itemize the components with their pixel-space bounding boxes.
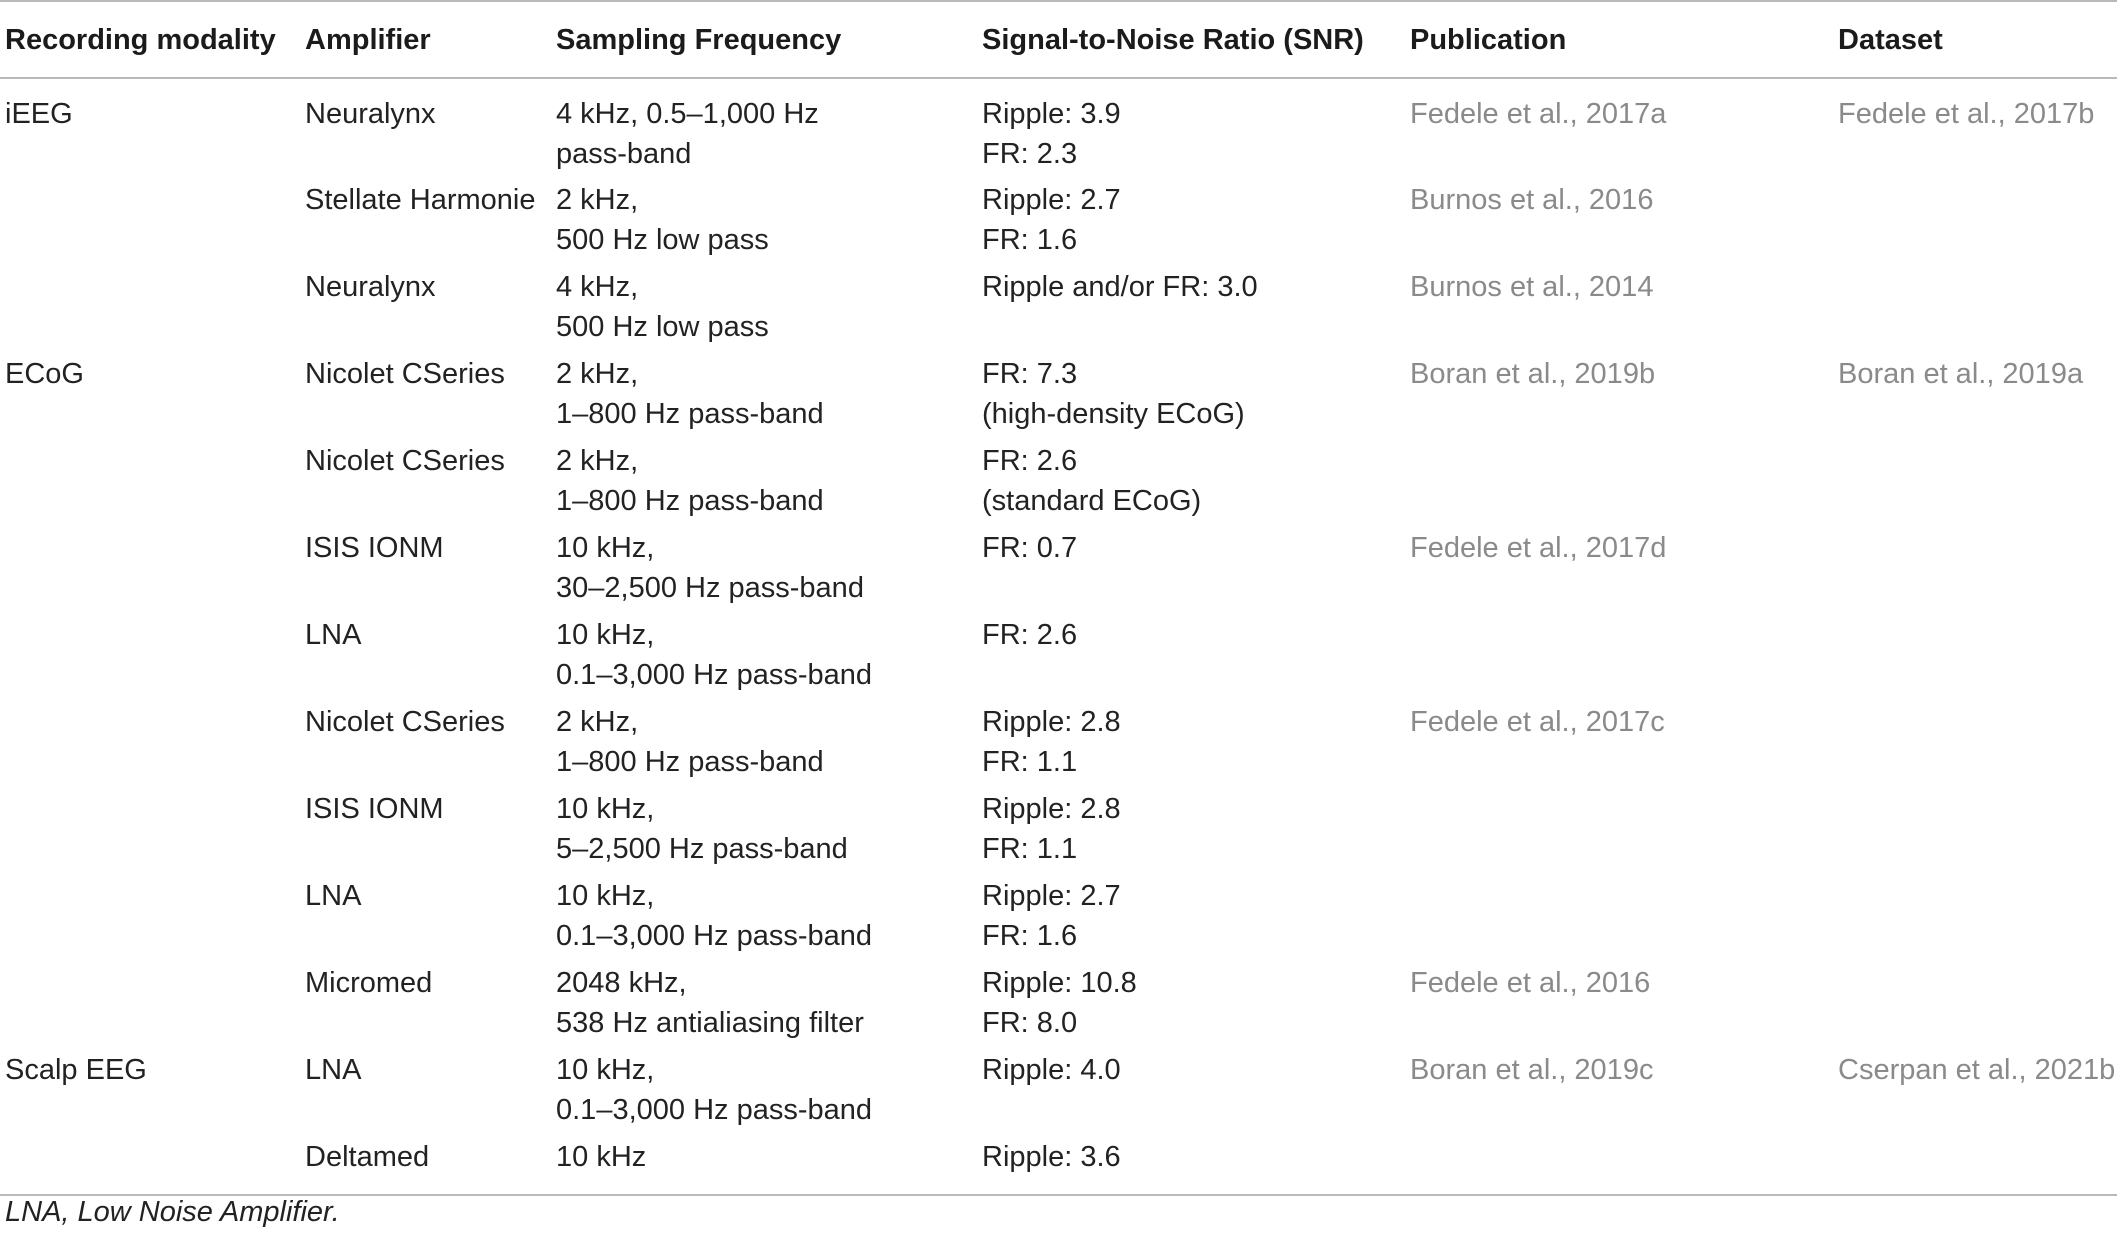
cell-snr-line: Ripple: 2.8 <box>982 793 1121 825</box>
cell-snr-line: FR: 7.3 <box>982 358 1078 390</box>
cell-publication <box>1405 611 1833 698</box>
cell-recording-modality <box>0 698 300 785</box>
cell-publication-line: Burnos et al., 2016 <box>1410 184 1654 216</box>
table-row <box>0 263 2117 350</box>
cell-sampling-frequency-line: 10 kHz, <box>556 1054 655 1086</box>
cell-sampling-frequency-line: 1–800 Hz pass-band <box>556 398 824 430</box>
cell-dataset-line: Fedele et al., 2017b <box>1838 98 2095 130</box>
cell-sampling-frequency-line: 0.1–3,000 Hz pass-band <box>556 659 872 691</box>
cell-snr-line: FR: 8.0 <box>982 1007 1078 1039</box>
cell-sampling-frequency-line: 30–2,500 Hz pass-band <box>556 572 864 604</box>
cell-publication <box>1405 78 1833 176</box>
cell-sampling-frequency <box>551 78 977 176</box>
cell-sampling-frequency-line: 10 kHz, <box>556 532 655 564</box>
cell-publication-line: Fedele et al., 2017a <box>1410 98 1667 130</box>
cell-publication-line: Burnos et al., 2014 <box>1410 271 1654 303</box>
cell-recording-modality <box>0 785 300 872</box>
cell-amplifier <box>300 872 551 959</box>
header-amplifier: Amplifier <box>300 1 551 78</box>
cell-sampling-frequency-line: 500 Hz low pass <box>556 311 769 343</box>
cell-snr-line: Ripple: 2.8 <box>982 706 1121 738</box>
cell-amplifier-line: Deltamed <box>305 1141 430 1173</box>
cell-recording-modality <box>0 611 300 698</box>
cell-sampling-frequency-line: 10 kHz, <box>556 793 655 825</box>
cell-sampling-frequency-line: 10 kHz, <box>556 619 655 651</box>
cell-snr <box>977 78 1405 176</box>
cell-publication-line: Boran et al., 2019c <box>1410 1054 1654 1086</box>
cell-recording-modality-line: Scalp EEG <box>5 1054 147 1086</box>
header-snr: Signal-to-Noise Ratio (SNR) <box>977 1 1405 78</box>
cell-amplifier-line: Stellate Harmonie <box>305 184 536 216</box>
cell-sampling-frequency <box>551 959 977 1046</box>
cell-snr-line: Ripple: 3.9 <box>982 98 1121 130</box>
cell-snr-line: (high-density ECoG) <box>982 398 1245 430</box>
header-publication: Publication <box>1405 1 1833 78</box>
cell-publication <box>1405 350 1833 437</box>
cell-sampling-frequency-line: 0.1–3,000 Hz pass-band <box>556 920 872 952</box>
cell-publication-line: Fedele et al., 2017d <box>1410 532 1667 564</box>
cell-sampling-frequency-line: pass-band <box>556 138 692 170</box>
cell-sampling-frequency <box>551 437 977 524</box>
cell-sampling-frequency-line: 4 kHz, 0.5–1,000 Hz <box>556 98 819 130</box>
cell-amplifier <box>300 350 551 437</box>
header-dataset: Dataset <box>1833 1 2117 78</box>
cell-sampling-frequency-line: 10 kHz <box>556 1141 647 1173</box>
table-row <box>0 524 2117 611</box>
cell-amplifier <box>300 959 551 1046</box>
cell-dataset <box>1833 350 2117 437</box>
header-sampling-frequency: Sampling Frequency <box>551 1 977 78</box>
cell-sampling-frequency-line: 1–800 Hz pass-band <box>556 485 824 517</box>
cell-publication <box>1405 263 1833 350</box>
cell-snr-line: FR: 2.6 <box>982 619 1078 651</box>
cell-snr <box>977 1046 1405 1133</box>
cell-sampling-frequency <box>551 350 977 437</box>
cell-publication <box>1405 1133 1833 1195</box>
cell-snr-line: FR: 1.6 <box>982 920 1078 952</box>
cell-sampling-frequency <box>551 611 977 698</box>
cell-recording-modality-line: iEEG <box>5 98 73 130</box>
cell-recording-modality <box>0 350 300 437</box>
cell-snr <box>977 698 1405 785</box>
cell-snr-line: Ripple and/or FR: 3.0 <box>982 271 1258 303</box>
cell-dataset <box>1833 1046 2117 1133</box>
cell-publication-line: Boran et al., 2019b <box>1410 358 1656 390</box>
cell-snr <box>977 611 1405 698</box>
cell-snr <box>977 350 1405 437</box>
cell-sampling-frequency <box>551 263 977 350</box>
cell-amplifier-line: Neuralynx <box>305 98 436 130</box>
cell-snr-line: FR: 2.6 <box>982 445 1078 477</box>
cell-amplifier-line: Neuralynx <box>305 271 436 303</box>
cell-snr-line: Ripple: 4.0 <box>982 1054 1121 1086</box>
cell-snr-line: (standard ECoG) <box>982 485 1202 517</box>
cell-sampling-frequency <box>551 1046 977 1133</box>
cell-dataset <box>1833 437 2117 524</box>
table-header <box>0 1 2117 78</box>
cell-amplifier-line: LNA <box>305 880 362 912</box>
cell-amplifier-line: ISIS IONM <box>305 793 444 825</box>
cell-amplifier-line: ISIS IONM <box>305 532 444 564</box>
cell-amplifier <box>300 78 551 176</box>
cell-snr-line: Ripple: 2.7 <box>982 880 1121 912</box>
cell-amplifier <box>300 524 551 611</box>
cell-sampling-frequency-line: 500 Hz low pass <box>556 224 769 256</box>
cell-sampling-frequency-line: 2 kHz, <box>556 706 639 738</box>
table-row <box>0 176 2117 263</box>
cell-recording-modality <box>0 437 300 524</box>
cell-sampling-frequency-line: 2 kHz, <box>556 358 639 390</box>
cell-snr <box>977 959 1405 1046</box>
cell-publication-line: Fedele et al., 2016 <box>1410 967 1651 999</box>
table-row <box>0 437 2117 524</box>
cell-recording-modality <box>0 1133 300 1195</box>
cell-recording-modality <box>0 959 300 1046</box>
cell-sampling-frequency-line: 10 kHz, <box>556 880 655 912</box>
cell-publication <box>1405 437 1833 524</box>
cell-dataset-line: Boran et al., 2019a <box>1838 358 2084 390</box>
table-row <box>0 611 2117 698</box>
cell-amplifier <box>300 785 551 872</box>
table-row <box>0 959 2117 1046</box>
cell-dataset <box>1833 611 2117 698</box>
cell-sampling-frequency-line: 5–2,500 Hz pass-band <box>556 833 848 865</box>
cell-snr <box>977 176 1405 263</box>
cell-dataset <box>1833 872 2117 959</box>
cell-dataset <box>1833 698 2117 785</box>
cell-snr-line: FR: 2.3 <box>982 138 1078 170</box>
cell-recording-modality <box>0 524 300 611</box>
cell-snr-line: FR: 0.7 <box>982 532 1078 564</box>
table-row <box>0 698 2117 785</box>
cell-dataset <box>1833 263 2117 350</box>
cell-publication <box>1405 872 1833 959</box>
cell-sampling-frequency-line: 0.1–3,000 Hz pass-band <box>556 1094 872 1126</box>
cell-sampling-frequency <box>551 698 977 785</box>
cell-amplifier <box>300 1046 551 1133</box>
cell-amplifier <box>300 698 551 785</box>
cell-publication-line: Fedele et al., 2017c <box>1410 706 1665 738</box>
cell-dataset <box>1833 785 2117 872</box>
table-body <box>0 78 2117 1195</box>
cell-dataset <box>1833 959 2117 1046</box>
cell-sampling-frequency-line: 538 Hz antialiasing filter <box>556 1007 864 1039</box>
cell-sampling-frequency-line: 2 kHz, <box>556 184 639 216</box>
cell-snr-line: Ripple: 3.6 <box>982 1141 1121 1173</box>
cell-sampling-frequency-line: 4 kHz, <box>556 271 639 303</box>
cell-amplifier-line: Nicolet CSeries <box>305 358 505 390</box>
cell-dataset <box>1833 176 2117 263</box>
cell-publication <box>1405 698 1833 785</box>
cell-amplifier <box>300 176 551 263</box>
cell-amplifier-line: LNA <box>305 619 362 651</box>
cell-amplifier-line: LNA <box>305 1054 362 1086</box>
cell-dataset <box>1833 1133 2117 1195</box>
cell-sampling-frequency <box>551 176 977 263</box>
header-recording-modality: Recording modality <box>0 1 300 78</box>
cell-snr <box>977 263 1405 350</box>
cell-snr <box>977 872 1405 959</box>
cell-dataset <box>1833 524 2117 611</box>
cell-snr <box>977 437 1405 524</box>
table-footnote: LNA, Low Noise Amplifier. <box>5 1196 340 1228</box>
cell-amplifier <box>300 437 551 524</box>
cell-snr-line: FR: 1.1 <box>982 746 1078 778</box>
cell-recording-modality <box>0 1046 300 1133</box>
cell-sampling-frequency <box>551 1133 977 1195</box>
cell-recording-modality <box>0 872 300 959</box>
cell-snr <box>977 785 1405 872</box>
cell-sampling-frequency-line: 1–800 Hz pass-band <box>556 746 824 778</box>
cell-snr-line: FR: 1.1 <box>982 833 1078 865</box>
cell-sampling-frequency-line: 2 kHz, <box>556 445 639 477</box>
cell-sampling-frequency <box>551 785 977 872</box>
cell-publication <box>1405 959 1833 1046</box>
table-row <box>0 872 2117 959</box>
cell-amplifier-line: Micromed <box>305 967 433 999</box>
table-row <box>0 78 2117 176</box>
cell-dataset-line: Cserpan et al., 2021b <box>1838 1054 2116 1086</box>
table-row <box>0 350 2117 437</box>
cell-recording-modality <box>0 176 300 263</box>
cell-amplifier <box>300 611 551 698</box>
table-row <box>0 1046 2117 1133</box>
cell-publication <box>1405 1046 1833 1133</box>
cell-publication <box>1405 176 1833 263</box>
cell-amplifier <box>300 263 551 350</box>
cell-publication <box>1405 785 1833 872</box>
cell-recording-modality-line: ECoG <box>5 358 84 390</box>
table-row <box>0 785 2117 872</box>
cell-snr-line: Ripple: 2.7 <box>982 184 1121 216</box>
cell-snr-line: Ripple: 10.8 <box>982 967 1137 999</box>
cell-snr <box>977 524 1405 611</box>
cell-snr-line: FR: 1.6 <box>982 224 1078 256</box>
cell-sampling-frequency <box>551 524 977 611</box>
cell-snr <box>977 1133 1405 1195</box>
cell-amplifier-line: Nicolet CSeries <box>305 706 505 738</box>
cell-amplifier <box>300 1133 551 1195</box>
cell-recording-modality <box>0 263 300 350</box>
cell-amplifier-line: Nicolet CSeries <box>305 445 505 477</box>
cell-sampling-frequency-line: 2048 kHz, <box>556 967 687 999</box>
table-row <box>0 1133 2117 1195</box>
cell-recording-modality <box>0 78 300 176</box>
cell-publication <box>1405 524 1833 611</box>
cell-dataset <box>1833 78 2117 176</box>
cell-sampling-frequency <box>551 872 977 959</box>
